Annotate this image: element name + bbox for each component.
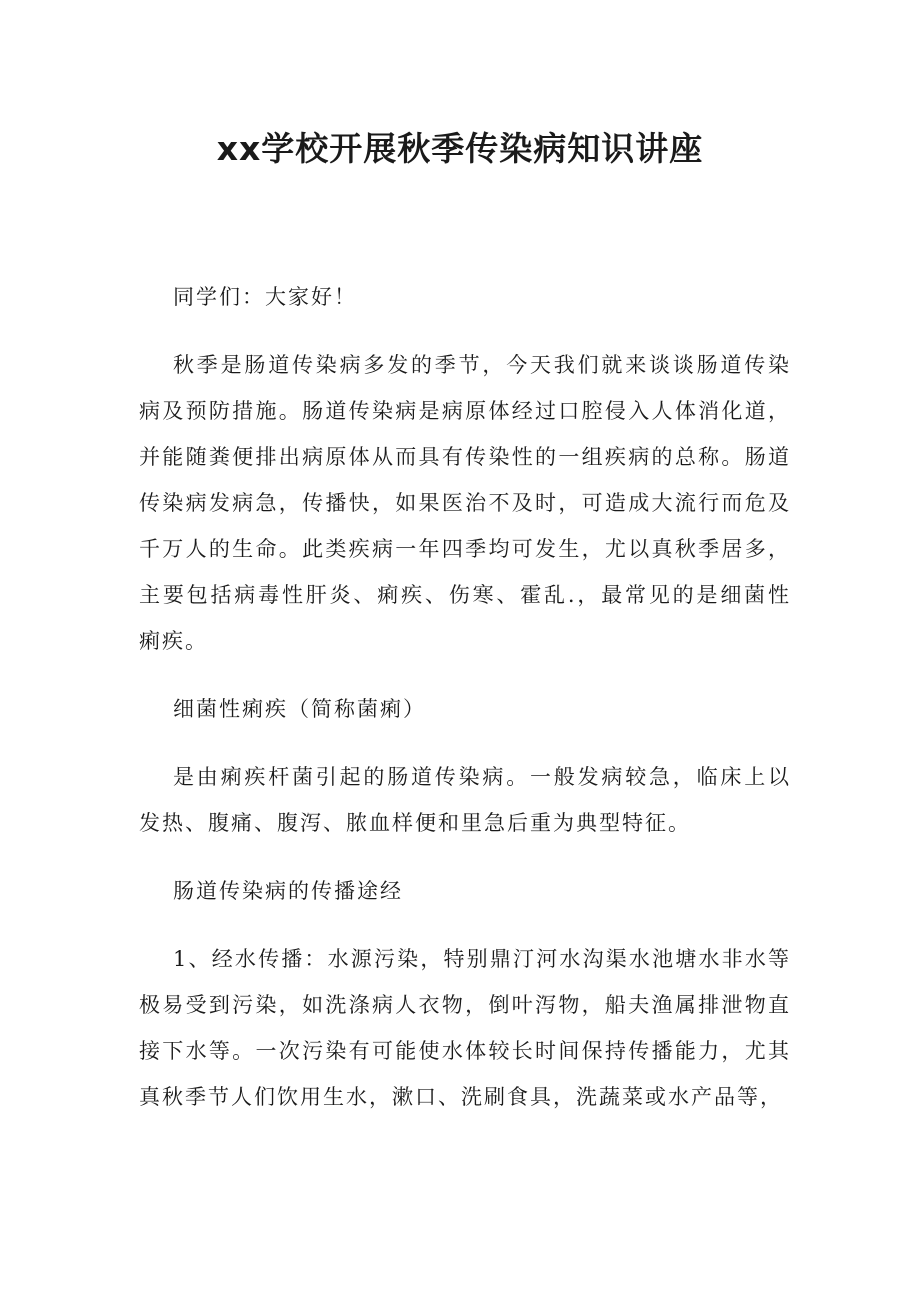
greeting-paragraph: 同学们：大家好！ xyxy=(173,285,357,309)
transmission-heading: 肠道传染病的传播途经 xyxy=(173,879,403,903)
intro-paragraph: 秋季是肠道传染病多发的季节，今天我们就来谈谈肠道传染病及预防措施。肠道传染病是病原体经过口腔侵入人体消化道，并能随粪便排出病原体从而具有传染性的一组疾病的总称。肠道传染病发病急，传播快，如果医治不及时，可造成大流行而危及千万人的生命。此类疾病一年四季均可发生，尤以真秋季居多，主要包括病毒性肝炎、痢疾、伤寒、霍乱.，最常见的是细菌性痢疾。 xyxy=(139,353,791,653)
document-body xyxy=(139,274,791,1120)
water-transmission-paragraph: 1、经水传播：水源污染，特别鼎汀河水沟渠水池塘水非水等极易受到污染，如洗涤病人衣物，倒叶泻物，船夫渔属排泄物直接下水等。一次污染有可能使水体较长时间保持传播能力，尤其真秋季节人们饮用生水，漱口、洗刷食具，洗蔬菜或水产品等， xyxy=(139,947,791,1109)
dysentery-paragraph: 是由痢疾杆菌引起的肠道传染病。一般发病较急，临床上以发热、腹痛、腹泻、脓血样便和里急后重为典型特征。 xyxy=(139,765,791,835)
document-title: xx学校开展秋季传染病知识讲座 xyxy=(216,129,704,168)
dysentery-heading: 细菌性痢疾（简称菌痢） xyxy=(173,697,426,721)
